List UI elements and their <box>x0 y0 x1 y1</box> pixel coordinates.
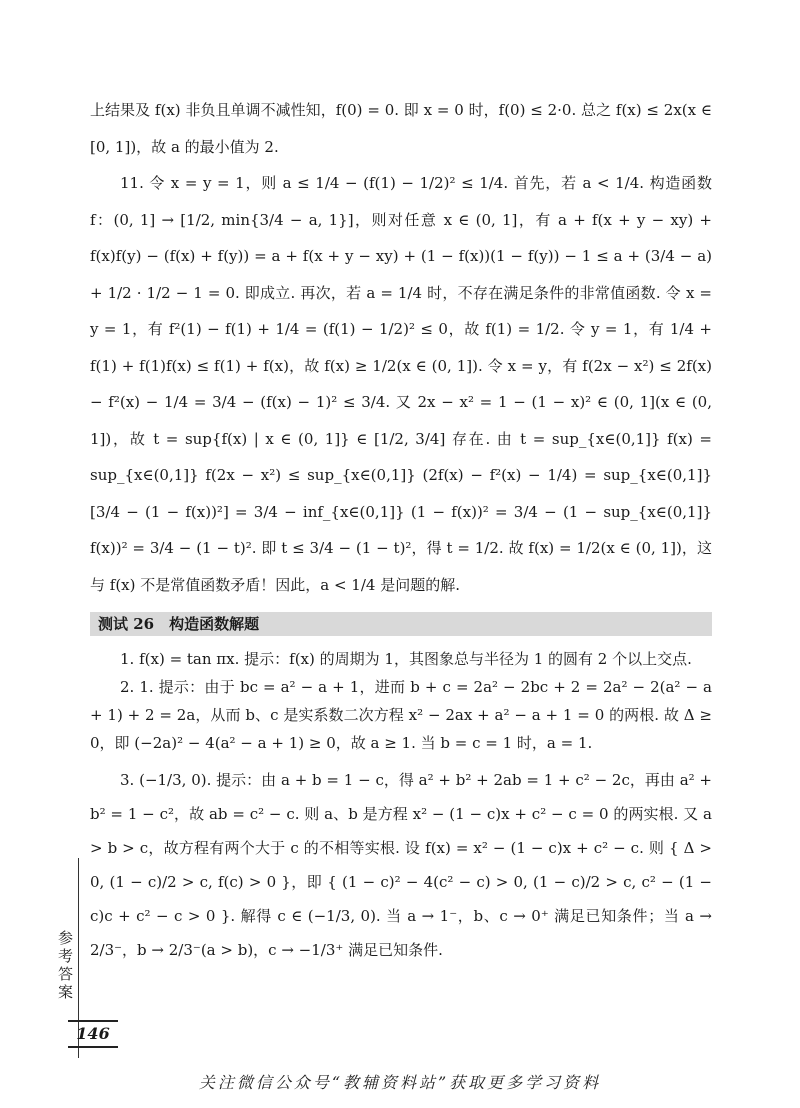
footer-watermark: 关注微信公众号“教辅资料站”获取更多学习资料 <box>198 1073 602 1092</box>
paragraph: 上结果及 f(x) 非负且单调不减性知，f(0) = 0. 即 x = 0 时，f(0) ≤ 2·0. 总之 f(x) ≤ 2x(x ∈ [0, 1])，故 a 的最小值为 2. <box>90 101 712 156</box>
side-tab-label: 参考答案 <box>56 930 74 1002</box>
answer-block <box>90 645 712 967</box>
paragraph: 11. 令 x = y = 1，则 a ≤ 1/4 − (f(1) − 1/2)² ≤ 1/4. 首先，若 a < 1/4. 构造函数 f：(0, 1] → [1/2, min{3/4 − a, 1}]，则对任意 x ∈ (0, 1]，有 a + f(x + y − xy) + f(x)f(y) − (f(x) + f(y)) = a + f(x + y − xy) + (1 − f(x))(1 − f(y)) − 1 ≤ a + (3/4 − a) + 1/2 · 1/2 − 1 = 0. 即成立. 再次，若 a = 1/4 时，不存在满足条件的非常值函数. 令 x = y = 1，有 f²(1) − f(1) + 1/4 = (f(1) − 1/2)² ≤ 0，故 f(1) = 1/2. 令 y = 1，有 1/4 + f(1) + f(1)f(x) ≤ f(1) + f(x)，故 f(x) ≥ 1/2(x ∈ (0, 1]). 令 x = y，有 f(2x − x²) ≤ 2f(x) − f²(x) − 1/4 = 3/4 − (f(x) − 1)² ≤ 3/4. 又 2x − x² = 1 − (1 − x)² ∈ (0, 1](x ∈ (0, 1])，故 t = sup{f(x) | x ∈ (0, 1]} ∈ [1/2, 3/4] 存在. 由 t = sup_{x∈(0,1]} f(x) = sup_{x∈(0,1]} f(2x − x²) ≤ sup_{x∈(0,1]} (2f(x) − f²(x) − 1/4) = sup_{x∈(0,1]} [3/4 − (1 − f(x))²] = 3/4 − inf_{x∈(0,1]} (1 − f(x))² = 3/4 − (1 − sup_{x∈(0,1]} f(x))² = 3/4 − (1 − t)². 即 t ≤ 3/4 − (1 − t)²，得 t = 1/2. 故 f(x) = 1/2(x ∈ (0, 1])，这与 f(x) 不是常值函数矛盾！因此，a < 1/4 是问题的解. <box>90 174 712 594</box>
paragraph: 3. (−1/3, 0). 提示：由 a + b = 1 − c，得 a² + b² + 2ab = 1 + c² − 2c，再由 a² + b² = 1 − c²，故 ab = c² − c. 则 a、b 是方程 x² − (1 − c)x + c² − c = 0 的两实根. 又 a > b > c，故方程有两个大于 c 的不相等实根. 设 f(x) = x² − (1 − c)x + c² − c. 则 { Δ > 0, (1 − c)/2 > c, f(c) > 0 }，即 { (1 − c)² − 4(c² − c) > 0, (1 − c)/2 > c, c² − (1 − c)c + c² − c > 0 }. 解得 c ∈ (−1/3, 0). 当 a → 1⁻，b、c → 0⁺ 满足已知条件；当 a → 2/3⁻，b → 2/3⁻(a > b)，c → −1/3⁺ 满足已知条件. <box>90 771 712 959</box>
page-number: 146 <box>68 1020 118 1048</box>
section-heading: 测试 26 构造函数解题 <box>90 612 712 636</box>
paragraph: 2. 1. 提示：由于 bc = a² − a + 1，进而 b + c = 2a² − 2bc + 2 = 2a² − 2(a² − a + 1) + 2 = 2a，从而 b、c 是实系数二次方程 x² − 2ax + a² − a + 1 = 0 的两根. 故 Δ ≥ 0，即 (−2a)² − 4(a² − a + 1) ≥ 0，故 a ≥ 1. 当 b = c = 1 时，a = 1. <box>90 678 712 752</box>
page-content <box>90 92 712 967</box>
paragraph: 1. f(x) = tan πx. 提示：f(x) 的周期为 1，其图象总与半径为 1 的圆有 2 个以上交点. <box>120 650 692 668</box>
